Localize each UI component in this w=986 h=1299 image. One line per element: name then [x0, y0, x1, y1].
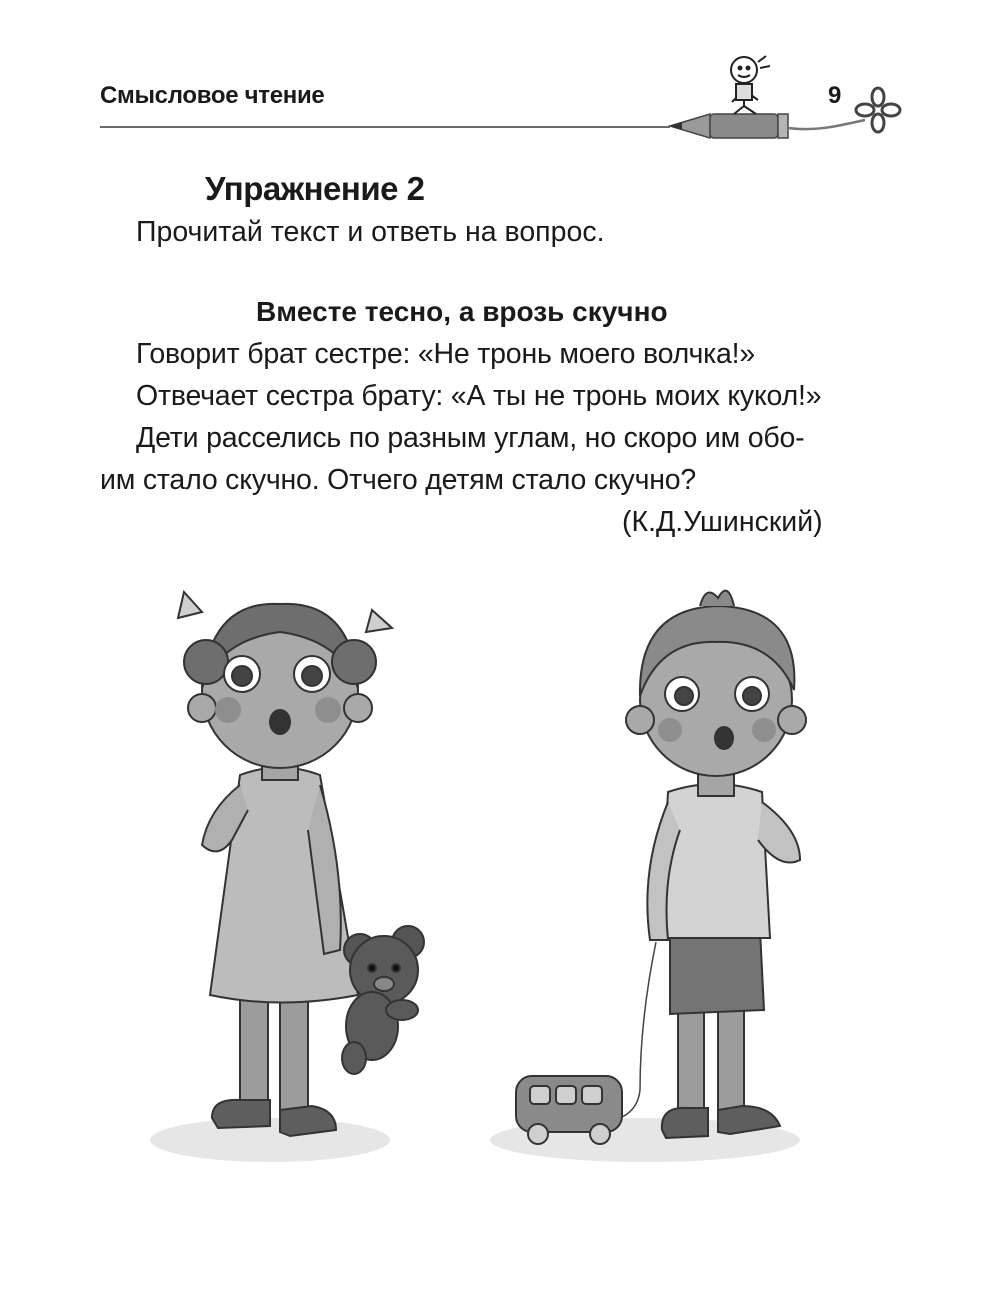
- story-line: им стало скучно. Отчего детям стало скучно?: [100, 464, 697, 496]
- exercise-title: Упражнение 2: [205, 170, 425, 207]
- story-author: (К.Д.Ушинский): [622, 506, 823, 538]
- teddy-bear: [342, 926, 424, 1074]
- boy-figure: [516, 591, 806, 1144]
- girl-figure: [178, 592, 424, 1136]
- pencil-boy-decoration-icon: [660, 40, 910, 160]
- story-line: Дети расселись по разным углам, но скоро им обо-: [136, 422, 805, 454]
- children-illustration: [140, 570, 840, 1170]
- story-line: Говорит брат сестре: «Не тронь моего волчка!»: [136, 338, 756, 370]
- page-number: 9: [828, 82, 842, 109]
- running-header-title: Смысловое чтение: [100, 82, 325, 109]
- exercise-instruction: Прочитай текст и ответь на вопрос.: [136, 216, 605, 248]
- story-title: Вместе тесно, а врозь скучно: [256, 296, 668, 327]
- story-line: Отвечает сестра брату: «А ты не тронь моих кукол!»: [136, 380, 822, 412]
- header-rule: [100, 126, 670, 128]
